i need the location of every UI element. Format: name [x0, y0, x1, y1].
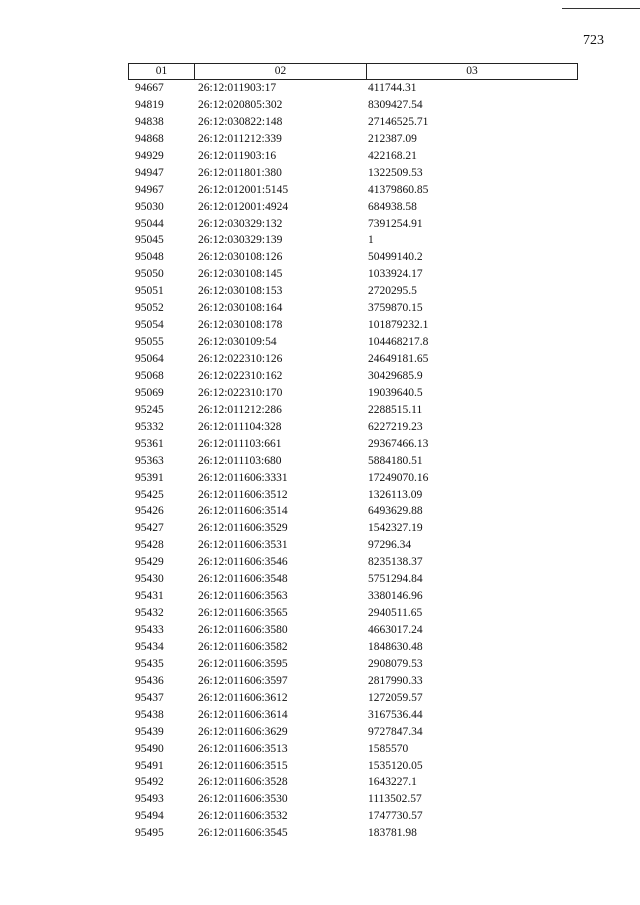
- cell-03: 30429685.9: [368, 369, 423, 382]
- cell-02: 26:12:011606:3629: [198, 725, 288, 738]
- cell-02: 26:12:030109:54: [198, 336, 277, 349]
- cell-01: 95426: [135, 505, 164, 518]
- cell-03: 6493629.88: [368, 505, 423, 518]
- cell-03: 9727847.34: [368, 725, 423, 738]
- cell-02: 26:12:011903:16: [198, 149, 277, 162]
- cell-02: 26:12:011606:3612: [198, 691, 288, 704]
- cell-03: 101879232.1: [368, 319, 429, 332]
- cell-02: 26:12:030108:126: [198, 251, 283, 264]
- cell-02: 26:12:011606:3514: [198, 505, 288, 518]
- cell-02: 26:12:020805:302: [198, 98, 283, 111]
- table-row: [128, 351, 578, 368]
- cell-01: 95361: [135, 437, 164, 450]
- cell-01: 95363: [135, 454, 164, 467]
- table-row: [128, 368, 578, 385]
- table-row: [128, 520, 578, 537]
- table-row: [128, 487, 578, 504]
- table-row: [128, 334, 578, 351]
- cell-03: 27146525.71: [368, 115, 429, 128]
- cell-01: 94868: [135, 132, 164, 145]
- table-row: [128, 419, 578, 436]
- cell-02: 26:12:011606:3512: [198, 488, 288, 501]
- cell-02: 26:12:030329:132: [198, 217, 283, 230]
- cell-03: 422168.21: [368, 149, 417, 162]
- cell-02: 26:12:030108:164: [198, 302, 283, 315]
- cell-03: 2817990.33: [368, 674, 423, 687]
- table-row: [128, 165, 578, 182]
- cell-03: 17249070.16: [368, 471, 429, 484]
- cell-01: 95490: [135, 742, 164, 755]
- table-row: [128, 114, 578, 131]
- table-row: [128, 758, 578, 775]
- cell-01: 94947: [135, 166, 164, 179]
- table-body: [128, 80, 578, 842]
- column-header-01: 01: [155, 65, 168, 77]
- cell-01: 95054: [135, 319, 164, 332]
- cell-01: 95491: [135, 759, 164, 772]
- cell-03: 104468217.8: [368, 336, 429, 349]
- cell-03: 684938.58: [368, 200, 417, 213]
- cell-03: 8309427.54: [368, 98, 423, 111]
- cell-02: 26:12:012001:5145: [198, 183, 289, 196]
- cell-01: 95494: [135, 810, 164, 823]
- cell-02: 26:12:030108:178: [198, 319, 283, 332]
- cell-02: 26:12:011103:661: [198, 437, 282, 450]
- cell-03: 411744.31: [368, 82, 417, 94]
- table-row: [128, 470, 578, 487]
- cell-01: 95493: [135, 793, 164, 806]
- cell-02: 26:12:011606:3546: [198, 556, 288, 569]
- table-row: [128, 232, 578, 249]
- table-row: [128, 741, 578, 758]
- column-header-02: 02: [274, 65, 287, 77]
- cell-03: 1747730.57: [368, 810, 423, 823]
- cell-01: 95439: [135, 725, 164, 738]
- table-row: [128, 808, 578, 825]
- cell-03: 3167536.44: [368, 708, 423, 721]
- table-row: [128, 605, 578, 622]
- cell-03: 7391254.91: [368, 217, 423, 230]
- table-row: [128, 182, 578, 199]
- cell-01: 95434: [135, 640, 164, 653]
- cell-02: 26:12:011606:3595: [198, 657, 288, 670]
- table-row: [128, 503, 578, 520]
- top-rule: [562, 8, 640, 9]
- cell-01: 95051: [135, 285, 164, 298]
- cell-02: 26:12:011903:17: [198, 82, 277, 94]
- table-row: [128, 622, 578, 639]
- cell-03: 97296.34: [368, 539, 412, 552]
- table-row: [128, 571, 578, 588]
- cell-01: 95052: [135, 302, 164, 315]
- table-row: [128, 385, 578, 402]
- cell-03: 4663017.24: [368, 624, 423, 636]
- table-row: [128, 266, 578, 283]
- cell-03: 1033924.17: [368, 268, 423, 281]
- cell-02: 26:12:011103:680: [198, 454, 282, 467]
- cell-02: 26:12:022310:126: [198, 353, 283, 365]
- cell-03: 1535120.05: [368, 759, 423, 772]
- cell-03: 29367466.13: [368, 437, 429, 450]
- cell-02: 26:12:011606:3548: [198, 573, 288, 586]
- table-row: [128, 537, 578, 554]
- cell-02: 26:12:030108:153: [198, 285, 283, 298]
- table-row: [128, 656, 578, 673]
- cell-01: 95048: [135, 251, 164, 264]
- table-row: [128, 97, 578, 114]
- cell-01: 95437: [135, 691, 164, 704]
- table-row: [128, 554, 578, 571]
- cell-02: 26:12:011606:3565: [198, 607, 288, 620]
- cell-01: 95427: [135, 522, 164, 535]
- cell-01: 95428: [135, 539, 164, 552]
- cell-01: 95495: [135, 827, 164, 840]
- cell-01: 94819: [135, 98, 164, 111]
- cell-01: 95425: [135, 488, 164, 501]
- table-row: [128, 639, 578, 656]
- cell-01: 95030: [135, 200, 164, 213]
- cell-02: 26:12:011606:3515: [198, 759, 288, 772]
- cell-03: 212387.09: [368, 132, 417, 145]
- cell-01: 95332: [135, 420, 164, 433]
- cell-02: 26:12:011212:339: [198, 132, 282, 145]
- cell-02: 26:12:012001:4924: [198, 200, 289, 213]
- cell-01: 95435: [135, 657, 164, 670]
- table-row: [128, 724, 578, 741]
- cell-02: 26:12:011606:3331: [198, 471, 288, 484]
- cell-03: 5751294.84: [368, 573, 423, 586]
- cell-02: 26:12:011606:3528: [198, 776, 288, 789]
- table-row: [128, 317, 578, 334]
- cell-03: 1326113.09: [368, 488, 423, 501]
- cell-03: 50499140.2: [368, 251, 423, 264]
- cell-03: 5884180.51: [368, 454, 423, 467]
- table-row: [128, 707, 578, 724]
- cell-01: 95429: [135, 556, 164, 569]
- table-header: [128, 63, 578, 80]
- table-row: [128, 148, 578, 165]
- cell-01: 95044: [135, 217, 164, 230]
- table-row: [128, 588, 578, 605]
- cell-03: 3380146.96: [368, 590, 423, 603]
- cell-03: 2908079.53: [368, 657, 423, 670]
- cell-02: 26:12:011801:380: [198, 166, 282, 179]
- cell-02: 26:12:011606:3513: [198, 742, 288, 755]
- cell-03: 6227219.23: [368, 420, 423, 433]
- cell-02: 26:12:011104:328: [198, 420, 282, 433]
- cell-03: 183781.98: [368, 827, 417, 840]
- cell-02: 26:12:030329:139: [198, 234, 283, 247]
- cell-03: 1585570: [368, 742, 409, 755]
- cell-01: 95431: [135, 590, 164, 603]
- cell-03: 24649181.65: [368, 353, 429, 365]
- cell-03: 2940511.65: [368, 607, 423, 620]
- cell-01: 95045: [135, 234, 164, 247]
- table-row: [128, 453, 578, 470]
- cell-03: 41379860.85: [368, 183, 429, 196]
- page-number: 723: [583, 33, 604, 48]
- cell-02: 26:12:011606:3532: [198, 810, 288, 823]
- table-row: [128, 216, 578, 233]
- table-row: [128, 402, 578, 419]
- cell-01: 95069: [135, 386, 164, 399]
- cell-02: 26:12:011606:3580: [198, 624, 288, 636]
- cell-02: 26:12:011606:3530: [198, 793, 288, 806]
- cell-01: 95436: [135, 674, 164, 687]
- column-header-03: 03: [466, 65, 478, 77]
- table-row: [128, 825, 578, 842]
- cell-01: 95433: [135, 624, 164, 636]
- cell-03: 1848630.48: [368, 640, 423, 653]
- cell-01: 94929: [135, 149, 164, 162]
- table-row: [128, 436, 578, 453]
- cell-01: 95050: [135, 268, 164, 281]
- cell-02: 26:12:030822:148: [198, 115, 283, 128]
- cell-01: 95055: [135, 336, 164, 349]
- cell-03: 2720295.5: [368, 285, 417, 298]
- data-table: [128, 63, 578, 842]
- cell-02: 26:12:011606:3531: [198, 539, 288, 552]
- cell-01: 95492: [135, 776, 164, 789]
- cell-01: 95064: [135, 353, 164, 365]
- cell-03: 1: [368, 234, 374, 247]
- cell-02: 26:12:011606:3597: [198, 674, 288, 687]
- cell-01: 95430: [135, 573, 164, 586]
- cell-02: 26:12:022310:170: [198, 386, 283, 399]
- cell-01: 94967: [135, 183, 164, 196]
- cell-01: 95438: [135, 708, 164, 721]
- cell-02: 26:12:011212:286: [198, 403, 282, 416]
- cell-01: 94838: [135, 115, 164, 128]
- table-row: [128, 80, 578, 97]
- cell-02: 26:12:011606:3563: [198, 590, 288, 603]
- cell-01: 94667: [135, 82, 164, 94]
- cell-03: 2288515.11: [368, 403, 423, 416]
- table-row: [128, 774, 578, 791]
- cell-03: 19039640.5: [368, 386, 423, 399]
- cell-01: 95245: [135, 403, 164, 416]
- cell-03: 8235138.37: [368, 556, 423, 569]
- cell-01: 95432: [135, 607, 164, 620]
- cell-02: 26:12:011606:3582: [198, 640, 288, 653]
- cell-03: 1643227.1: [368, 776, 417, 789]
- cell-02: 26:12:030108:145: [198, 268, 283, 281]
- table-row: [128, 249, 578, 266]
- table-row: [128, 300, 578, 317]
- table-row: [128, 690, 578, 707]
- table-row: [128, 131, 578, 148]
- cell-02: 26:12:011606:3529: [198, 522, 288, 535]
- table-row: [128, 283, 578, 300]
- cell-03: 3759870.15: [368, 302, 423, 315]
- cell-03: 1272059.57: [368, 691, 423, 704]
- table-row: [128, 673, 578, 690]
- cell-02: 26:12:022310:162: [198, 369, 283, 382]
- cell-02: 26:12:011606:3614: [198, 708, 288, 721]
- table-row: [128, 199, 578, 216]
- cell-01: 95391: [135, 471, 164, 484]
- cell-01: 95068: [135, 369, 164, 382]
- cell-03: 1322509.53: [368, 166, 423, 179]
- table-row: [128, 791, 578, 808]
- cell-02: 26:12:011606:3545: [198, 827, 288, 840]
- cell-03: 1113502.57: [368, 793, 422, 806]
- cell-03: 1542327.19: [368, 522, 423, 535]
